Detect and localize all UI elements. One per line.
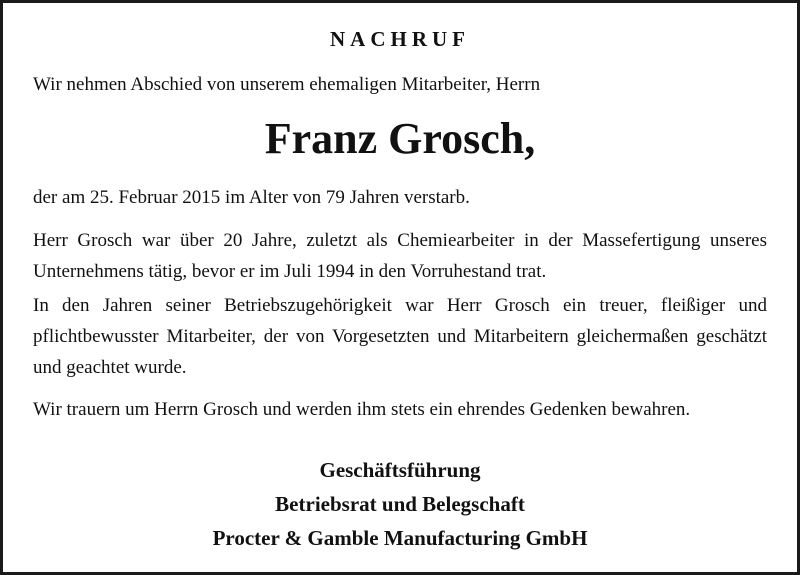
signatory-company: Procter & Gamble Manufacturing GmbH — [212, 526, 588, 550]
mourning-paragraph: Wir trauern um Herrn Grosch und werden ihm stets ein ehrendes Gedenken bewahren. — [33, 399, 691, 420]
signatory-management: Geschäftsführung — [319, 458, 481, 482]
death-date-paragraph: der am 25. Februar 2015 im Alter von 79 Jahren verstarb. — [33, 187, 470, 208]
character-paragraph: In den Jahren seiner Betriebszugehörigkeit war Herr Grosch ein treuer, fleißiger und pflichtbewusster Mitarbeiter, der von Vorgesetzten und Mitarbeitern gleichermaßen geschätzt und geachtet wurde. — [33, 295, 767, 378]
intro-text: Wir nehmen Abschied von unserem ehemaligen Mitarbeiter, Herrn — [33, 74, 541, 95]
deceased-name: Franz Grosch, — [264, 114, 536, 163]
notice-heading: NACHRUF — [330, 27, 470, 51]
obituary-content — [33, 3, 767, 572]
career-paragraph: Herr Grosch war über 20 Jahre, zuletzt als Chemiearbeiter in der Massefertigung unseres Unternehmens tätig, bevor er im Juli 1994 in den Vorruhestand trat. — [33, 230, 767, 282]
signatory-works-council: Betriebsrat und Belegschaft — [275, 492, 525, 516]
